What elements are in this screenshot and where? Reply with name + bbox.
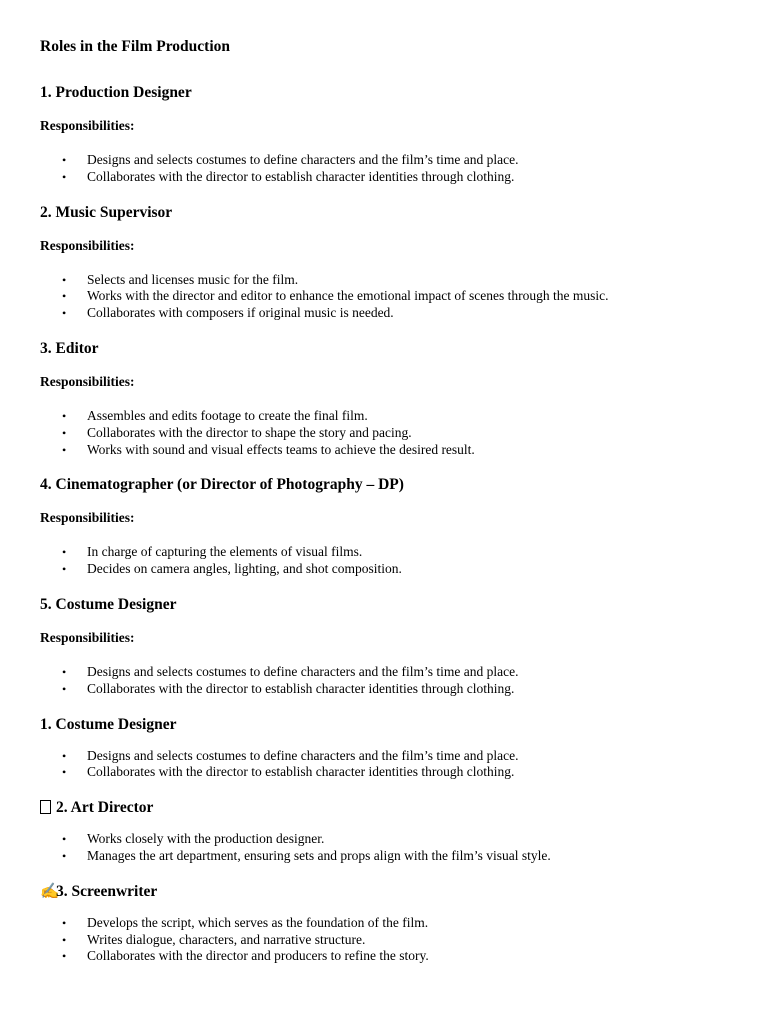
section-art-director bbox=[40, 797, 740, 865]
bullet-icon: • bbox=[62, 169, 67, 184]
list-item bbox=[40, 408, 740, 425]
bullet-icon: • bbox=[62, 289, 67, 304]
list-item bbox=[40, 288, 740, 305]
list-item-text: Develops the script, which serves as the foundation of the film. bbox=[87, 914, 429, 930]
bullet-icon: • bbox=[62, 306, 67, 321]
responsibilities-label: Responsibilities: bbox=[40, 118, 135, 133]
list-item-text: Collaborates with the director and producers to refine the story. bbox=[87, 948, 429, 964]
bullet-icon: • bbox=[62, 664, 67, 679]
section-heading: 3. Editor bbox=[40, 339, 99, 357]
section-heading: 2. Music Supervisor bbox=[40, 203, 173, 221]
section-costume-designer-2 bbox=[40, 714, 740, 782]
bullet-icon: • bbox=[62, 932, 67, 947]
list-item bbox=[40, 305, 740, 322]
bullet-icon: • bbox=[62, 425, 67, 440]
list-item-text: Works closely with the production designer. bbox=[87, 831, 325, 847]
list-item bbox=[40, 664, 740, 681]
section-heading: 1. Costume Designer bbox=[40, 715, 177, 733]
responsibilities-list bbox=[40, 408, 740, 458]
list-item bbox=[40, 561, 740, 578]
list-item-text: Collaborates with the director to establish character identities through clothing. bbox=[87, 764, 515, 780]
section-music-supervisor bbox=[40, 202, 740, 322]
responsibilities-list bbox=[40, 272, 740, 322]
list-item bbox=[40, 169, 740, 186]
missing-glyph-box-icon bbox=[40, 800, 51, 814]
bullet-icon: • bbox=[62, 681, 67, 696]
section-screenwriter bbox=[40, 881, 740, 965]
list-item-text: Designs and selects costumes to define characters and the film’s time and place. bbox=[87, 663, 519, 679]
list-item bbox=[40, 681, 740, 698]
list-item bbox=[40, 764, 740, 781]
bullet-icon: • bbox=[62, 545, 67, 560]
bullet-icon: • bbox=[62, 153, 67, 167]
bullet-icon: • bbox=[62, 915, 67, 930]
section-heading-row bbox=[40, 881, 740, 903]
writing-hand-icon: ✍ bbox=[40, 882, 60, 900]
bullet-icon: • bbox=[62, 848, 67, 863]
responsibilities-label: Responsibilities: bbox=[40, 510, 135, 526]
section-heading: 3. Screenwriter bbox=[56, 882, 158, 900]
document-title: Roles in the Film Production bbox=[40, 38, 231, 55]
bullet-icon: • bbox=[62, 832, 67, 847]
responsibilities-label: Responsibilities: bbox=[40, 237, 135, 253]
bullet-icon: • bbox=[62, 562, 67, 577]
document-page bbox=[40, 36, 740, 981]
list-item-text: Collaborates with the director to shape the story and pacing. bbox=[87, 424, 412, 440]
responsibilities-list bbox=[40, 544, 740, 578]
responsibilities-list bbox=[40, 152, 740, 186]
list-item-text: Assembles and edits footage to create the final film. bbox=[87, 407, 368, 423]
bullet-icon: • bbox=[62, 272, 67, 287]
list-item bbox=[40, 748, 740, 765]
responsibilities-list bbox=[40, 831, 740, 865]
list-item bbox=[40, 544, 740, 561]
list-item bbox=[40, 272, 740, 289]
list-item-text: Decides on camera angles, lighting, and shot composition. bbox=[87, 561, 402, 577]
list-item-text: Works with the director and editor to enhance the emotional impact of scenes through the music. bbox=[87, 288, 609, 304]
section-editor bbox=[40, 338, 740, 458]
section-heading: 4. Cinematographer (or Director of Photography – DP) bbox=[40, 476, 404, 494]
list-item-text: In charge of capturing the elements of visual films. bbox=[87, 544, 363, 560]
section-costume-designer bbox=[40, 594, 740, 698]
responsibilities-label: Responsibilities: bbox=[40, 373, 135, 389]
responsibilities-label: Responsibilities: bbox=[40, 629, 135, 645]
list-item bbox=[40, 831, 740, 848]
bullet-icon: • bbox=[62, 949, 67, 964]
list-item-text: Designs and selects costumes to define characters and the film’s time and place. bbox=[87, 747, 519, 763]
list-item-text: Collaborates with the director to establish character identities through clothing. bbox=[87, 680, 515, 696]
bullet-icon: • bbox=[62, 748, 67, 763]
list-item bbox=[40, 152, 740, 169]
list-item bbox=[40, 948, 740, 965]
list-item bbox=[40, 932, 740, 949]
list-item-text: Collaborates with composers if original music is needed. bbox=[87, 305, 394, 321]
list-item-text: Manages the art department, ensuring sets and props align with the film’s visual style. bbox=[87, 847, 551, 863]
bullet-icon: • bbox=[62, 442, 67, 457]
section-heading-row bbox=[40, 797, 740, 819]
list-item bbox=[40, 425, 740, 442]
section-heading: 1. Production Designer bbox=[40, 84, 192, 101]
section-heading: 2. Art Director bbox=[56, 799, 154, 817]
list-item-text: Collaborates with the director to establish character identities through clothing. bbox=[87, 168, 515, 184]
section-heading: 5. Costume Designer bbox=[40, 595, 177, 613]
section-cinematographer bbox=[40, 474, 740, 578]
list-item-text: Writes dialogue, characters, and narrative structure. bbox=[87, 931, 366, 947]
section-production-designer bbox=[40, 82, 740, 186]
bullet-icon: • bbox=[62, 765, 67, 780]
bullet-icon: • bbox=[62, 408, 67, 423]
responsibilities-list bbox=[40, 748, 740, 782]
list-item-text: Works with sound and visual effects teams to achieve the desired result. bbox=[87, 441, 475, 457]
responsibilities-list bbox=[40, 664, 740, 698]
list-item-text: Designs and selects costumes to define characters and the film’s time and place. bbox=[87, 152, 519, 167]
list-item-text: Selects and licenses music for the film. bbox=[87, 271, 299, 287]
list-item bbox=[40, 848, 740, 865]
responsibilities-list bbox=[40, 915, 740, 965]
list-item bbox=[40, 915, 740, 932]
list-item bbox=[40, 442, 740, 459]
